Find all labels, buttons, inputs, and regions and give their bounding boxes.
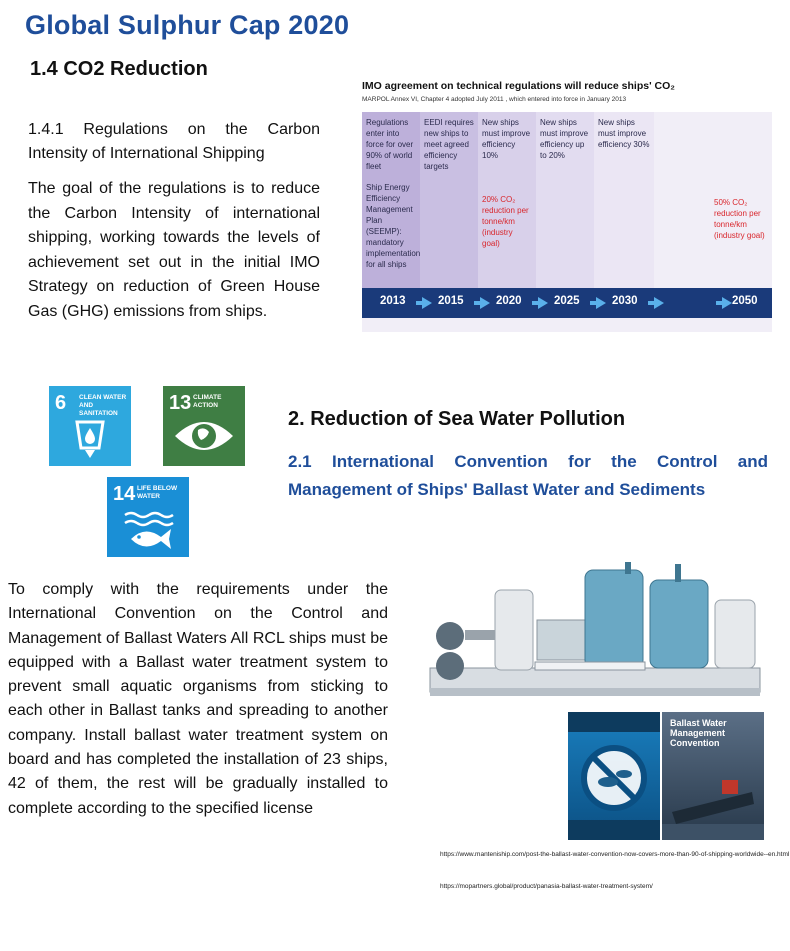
imo-year-2030: 2030 — [612, 295, 638, 307]
arrow-right-icon — [722, 297, 732, 309]
imo-column-2025 — [536, 112, 594, 288]
imo-year-2015: 2015 — [438, 295, 464, 307]
book-cover-title-line: Ballast Water — [670, 718, 727, 728]
sdg-tile-6 — [49, 386, 131, 466]
imo-panel — [362, 112, 772, 332]
sdg-number: 14 — [113, 483, 136, 505]
eye-globe-icon — [163, 386, 245, 466]
book-cover-title-line: Management — [670, 728, 726, 738]
water-heading: 2. Reduction of Sea Water Pollution — [288, 408, 626, 430]
sdg-label: LIFE BELOW WATER — [137, 485, 178, 500]
sdg-number: 6 — [55, 392, 67, 414]
sdg-tile-13 — [163, 386, 245, 466]
imo-column-goal: 20% CO₂ reduction per tonne/km (industry goal) — [482, 195, 529, 248]
prohibited-organism-icon — [568, 712, 660, 840]
imo-title: IMO agreement on technical regulations will reduce ships' CO₂ — [362, 80, 675, 92]
water-subheading: 2.1 International Convention for the Control and Management of Ships' Ballast Water and Sediments — [288, 452, 768, 499]
co2-heading: 1.4 CO2 Reduction — [30, 58, 208, 80]
imo-column-text: EEDI requires new ships to meet agreed efficiency targets — [424, 118, 474, 171]
no-invasive-species-image — [568, 712, 660, 840]
book-cover-title-line: Convention — [670, 738, 720, 748]
source-link-1[interactable]: https://www.manteniship.com/post-the-ballast-water-convention-now-covers-more-than-90-of-shipping-worldwide--en.html — [440, 851, 790, 858]
sdg-tile-14 — [107, 477, 189, 557]
imo-column-text: New ships must improve efficiency 10% — [482, 118, 531, 160]
imo-column-2013 — [362, 112, 420, 288]
co2-paragraph: The goal of the regulations is to reduce the Carbon Intensity of international shipping, working towards the levels of achievement set out in the initial IMO Strategy on reduction of Green House Gas (GHG) emissions from ships. — [28, 180, 320, 320]
arrow-right-icon — [538, 297, 548, 309]
imo-year-2013: 2013 — [380, 295, 406, 307]
imo-subtitle: MARPOL Annex VI, Chapter 4 adopted July 2011 , which entered into force in January 2013 — [362, 96, 627, 103]
ship-icon — [662, 712, 764, 840]
sdg-number: 13 — [169, 392, 192, 414]
imo-timeline-bar — [362, 288, 772, 318]
source-link-2[interactable]: https://mopartners.global/product/panasia-ballast-water-treatment-system/ — [440, 883, 653, 890]
imo-infographic — [362, 80, 772, 332]
arrow-right-icon — [480, 297, 490, 309]
imo-column-goal: 50% CO₂ reduction per tonne/km (industry goal) — [714, 198, 765, 240]
co2-subheading-line1: 1.4.1 Regulations on the Carbon — [28, 121, 320, 138]
arrow-right-icon — [596, 297, 606, 309]
co2-subheading — [28, 118, 320, 166]
water-paragraph: To comply with the requirements under the International Convention on the Control and Management of Ballast Waters All RCL ships must be equipped with a Ballast water treatment system to prevent small aquatic organisms from sticking to each other in Ballast tanks and spreading to another company. Install ballast water treatment system on board and has completed the installation of 23 ships, 42 of them, the rest will be gradually installed to complete according to the specified license — [8, 581, 388, 817]
imo-column-2030 — [594, 112, 654, 288]
co2-subheading-line2: Intensity of International Shipping — [28, 145, 265, 162]
sdg-label: CLEAN WATER AND SANITATION — [79, 394, 127, 417]
imo-year-2050: 2050 — [732, 295, 758, 307]
ballast-water-treatment-system-image — [425, 560, 790, 710]
arrow-right-icon — [654, 297, 664, 309]
imo-column-text: New ships must improve efficiency 30% — [598, 118, 650, 149]
water-glass-icon — [49, 386, 131, 466]
arrow-right-icon — [422, 297, 432, 309]
fish-icon — [107, 477, 189, 557]
imo-column-text: New ships must improve efficiency up to 20% — [540, 118, 589, 160]
page-title: Global Sulphur Cap 2020 — [25, 10, 350, 40]
imo-year-2025: 2025 — [554, 295, 580, 307]
imo-column-2020 — [478, 112, 536, 288]
imo-column-text: Regulations enter into force for over 90% of world fleet — [366, 118, 414, 171]
convention-book-cover — [662, 712, 764, 840]
sdg-label: CLIMATE ACTION — [193, 394, 222, 409]
imo-column-2015 — [420, 112, 478, 288]
imo-column-2050 — [654, 112, 772, 288]
imo-year-2020: 2020 — [496, 295, 522, 307]
imo-column-note: Ship Energy Efficiency Management Plan (SEEMP): mandatory implementation for all ships — [366, 183, 421, 269]
